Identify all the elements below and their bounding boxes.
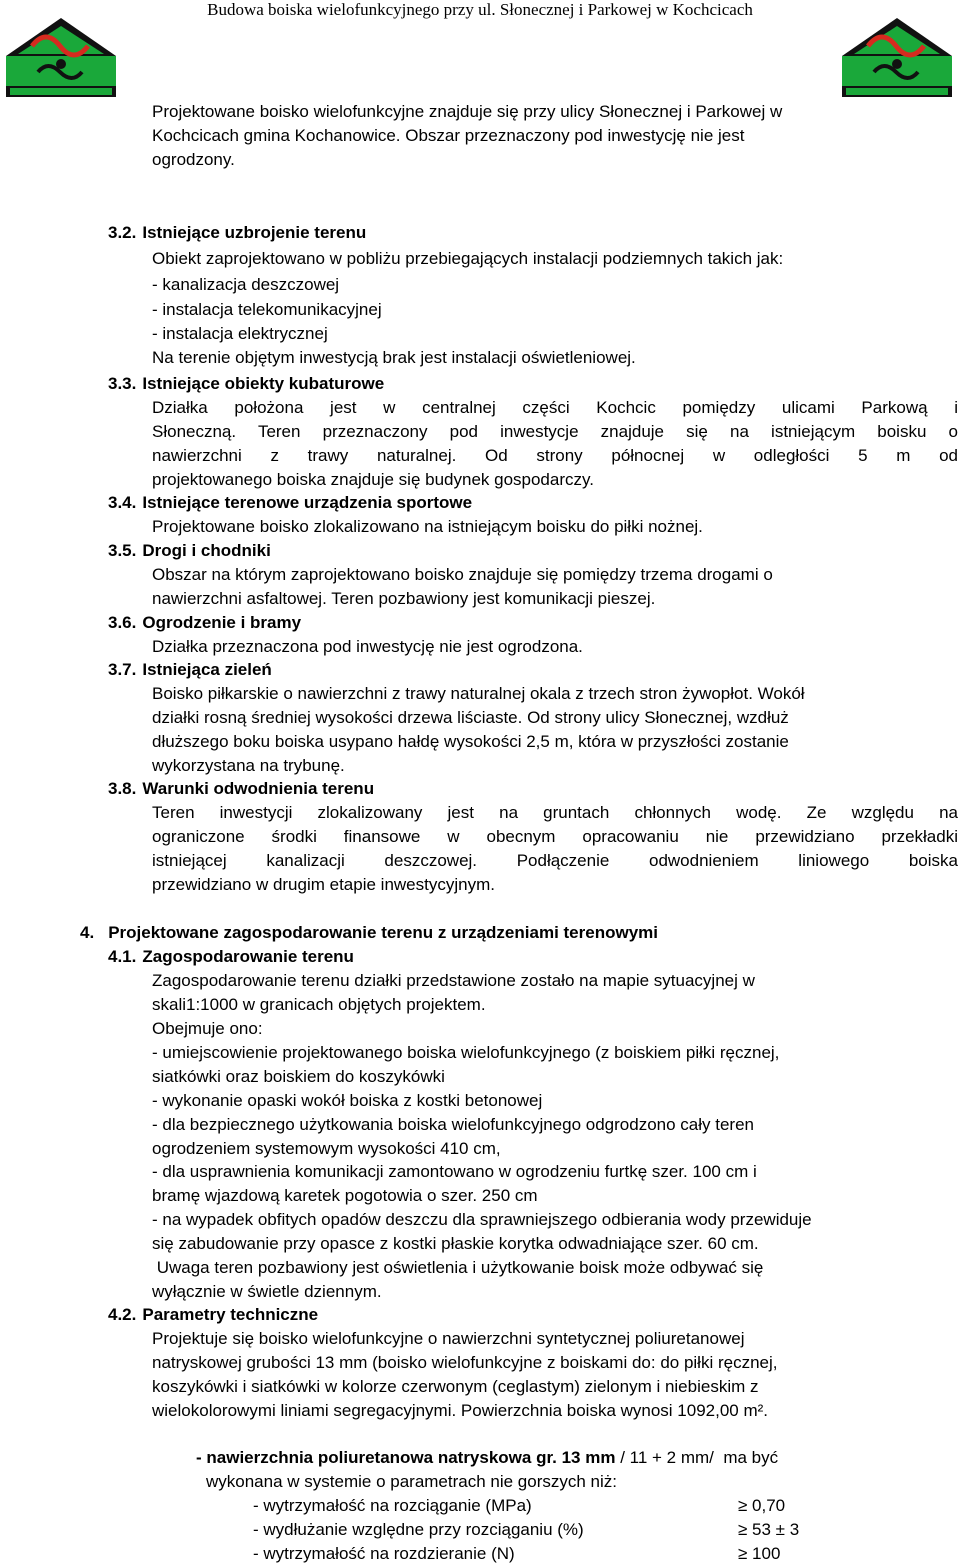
list-item: bramę wjazdową karetek pogotowia o szer. 250 cm — [152, 1186, 538, 1205]
section-heading-4-1: 4.1. Zagospodarowanie terenu — [108, 947, 354, 966]
list-item: - na wypadek obfitych opadów deszczu dla sprawniejszego odbierania wody przewiduje — [152, 1210, 812, 1229]
paragraph-line: skali1:1000 w granicach objętych projektem. — [152, 995, 486, 1014]
spec-value: ≥ 53 ± 3 — [738, 1520, 800, 1539]
paragraph-line: Działka położona jest w centralnej części Kochcic pomiędzy ulicami Parkową i — [152, 398, 958, 417]
list-item: - umiejscowienie projektowanego boiska wielofunkcyjnego (z boiskiem piłki ręcznej, — [152, 1043, 780, 1062]
spec-subheading: wykonana w systemie o parametrach nie gorszych niż: — [206, 1472, 618, 1491]
spec-value: ≥ 0,70 — [738, 1496, 786, 1515]
intro-line: Projektowane boisko wielofunkcyjne znajduje się przy ulicy Słonecznej i Parkowej w — [152, 102, 783, 121]
paragraph-line: Boisko piłkarskie o nawierzchni z trawy naturalnej okala z trzech stron żywopłot. Wokół — [152, 684, 805, 703]
paragraph-line: Na terenie objętym inwestycją brak jest instalacji oświetleniowej. — [152, 348, 636, 367]
note-line: wyłącznie w świetle dziennym. — [152, 1282, 382, 1301]
paragraph-line: wykorzystana na trybunę. — [152, 756, 345, 775]
section-heading-3-4: 3.4. Istniejące terenowe urządzenia sportowe — [108, 493, 473, 512]
section-heading-3-3: 3.3. Istniejące obiekty kubaturowe — [108, 374, 385, 393]
list-item: - kanalizacja deszczowej — [152, 275, 340, 294]
list-item: ogrodzeniem systemowym wysokości 410 cm, — [152, 1139, 501, 1158]
municipality-logo-right — [838, 16, 956, 98]
paragraph-line: projektowanego boiska znajduje się budynek gospodarczy. — [152, 470, 594, 489]
section-heading-3-6: 3.6. Ogrodzenie i bramy — [108, 613, 302, 632]
paragraph-line: Projektuje się boisko wielofunkcyjne o nawierzchni syntetycznej poliuretanowej — [152, 1329, 745, 1348]
paragraph-line: wielokolorowymi liniami segregacyjnymi. Powierzchnia boiska wynosi 1092,00 m². — [152, 1401, 769, 1420]
paragraph-line: nawierzchni z trawy naturalnej. Od strony północnej w odległości 5 m od — [152, 446, 958, 465]
spec-label: - wytrzymałość na rozdzieranie (N) — [253, 1544, 515, 1563]
intro-line: Kochcicach gmina Kochanowice. Obszar przeznaczony pod inwestycję nie jest — [152, 126, 745, 145]
paragraph-line: Obiekt zaprojektowano w pobliżu przebiegających instalacji podziemnych takich jak: — [152, 249, 784, 268]
running-header: Budowa boiska wielofunkcyjnego przy ul. Słonecznej i Parkowej w Kochcicach — [207, 0, 753, 19]
list-item: - instalacja elektrycznej — [152, 324, 328, 343]
paragraph-line: Projektowane boisko zlokalizowano na istniejącym boisku do piłki nożnej. — [152, 517, 703, 536]
list-item: się zabudowanie przy opasce z kostki płaskie korytka odwadniające szer. 60 cm. — [152, 1234, 759, 1253]
section-heading-3-7: 3.7. Istniejąca zieleń — [108, 660, 272, 679]
list-item: - wykonanie opaski wokół boiska z kostki betonowej — [152, 1091, 543, 1110]
paragraph-line: Obszar na którym zaprojektowano boisko znajduje się pomiędzy trzema drogami o — [152, 565, 773, 584]
municipality-logo-left — [2, 16, 120, 98]
intro-line: ogrodzony. — [152, 150, 235, 169]
chapter-heading-4: 4. Projektowane zagospodarowanie terenu z urządzeniami terenowymi — [80, 923, 658, 942]
paragraph-line: Działka przeznaczona pod inwestycję nie jest ogrodzona. — [152, 637, 583, 656]
paragraph-line: ograniczone środki finansowe w obecnym opracowaniu nie przewidziano przekładki — [152, 827, 958, 846]
paragraph-line: dłuższego boku boiska usypano hałdę wysokości 2,5 m, która w przyszłości zostanie — [152, 732, 789, 751]
section-heading-4-2: 4.2. Parametry techniczne — [108, 1305, 319, 1324]
list-item: - dla bezpiecznego użytkowania boiska wielofunkcyjnego odgrodzono cały teren — [152, 1115, 754, 1134]
spec-heading: - nawierzchnia poliuretanowa natryskowa gr. 13 mm / 11 + 2 mm/ ma być — [196, 1448, 779, 1467]
paragraph-line: Zagospodarowanie terenu działki przedstawione zostało na mapie sytuacyjnej w — [152, 971, 755, 990]
section-heading-3-2: 3.2. Istniejące uzbrojenie terenu — [108, 223, 367, 242]
spec-label: - wydłużanie względne przy rozciąganiu (%) — [253, 1520, 584, 1539]
list-item: - dla usprawnienia komunikacji zamontowano w ogrodzeniu furtkę szer. 100 cm i — [152, 1162, 757, 1181]
list-item: - instalacja telekomunikacyjnej — [152, 300, 382, 319]
list-item: siatkówki oraz boiskiem do koszykówki — [152, 1067, 445, 1086]
paragraph-line: przewidziano w drugim etapie inwestycyjnym. — [152, 875, 495, 894]
spec-value: ≥ 100 — [738, 1544, 781, 1563]
paragraph-line: Teren inwestycji zlokalizowany jest na gruntach chłonnych wodę. Ze względu na — [152, 803, 958, 822]
paragraph-line: Obejmuje ono: — [152, 1019, 263, 1038]
section-heading-3-8: 3.8. Warunki odwodnienia terenu — [108, 779, 375, 798]
spec-label: - wytrzymałość na rozciąganie (MPa) — [253, 1496, 532, 1515]
section-heading-3-5: 3.5. Drogi i chodniki — [108, 541, 271, 560]
paragraph-line: natryskowej grubości 13 mm (boisko wielofunkcyjne z boiskami do: do piłki ręcznej, — [152, 1353, 778, 1372]
paragraph-line: nawierzchni asfaltowej. Teren pozbawiony jest komunikacji pieszej. — [152, 589, 656, 608]
paragraph-line: Słoneczną. Teren przeznaczony pod inwestycje znajduje się na istniejącym boisku o — [152, 422, 958, 441]
paragraph-line: istniejącej kanalizacji deszczowej. Podłączenie odwodnieniem liniowego boiska — [152, 851, 958, 870]
paragraph-line: działki rosną średniej wysokości drzewa liściaste. Od strony ulicy Słonecznej, wzdłuż — [152, 708, 789, 727]
note-line: Uwaga teren pozbawiony jest oświetlenia i użytkowanie boisk może odbywać się — [152, 1258, 764, 1277]
paragraph-line: koszykówki i siatkówki w kolorze czerwonym (ceglastym) zielonym i niebieskim z — [152, 1377, 759, 1396]
